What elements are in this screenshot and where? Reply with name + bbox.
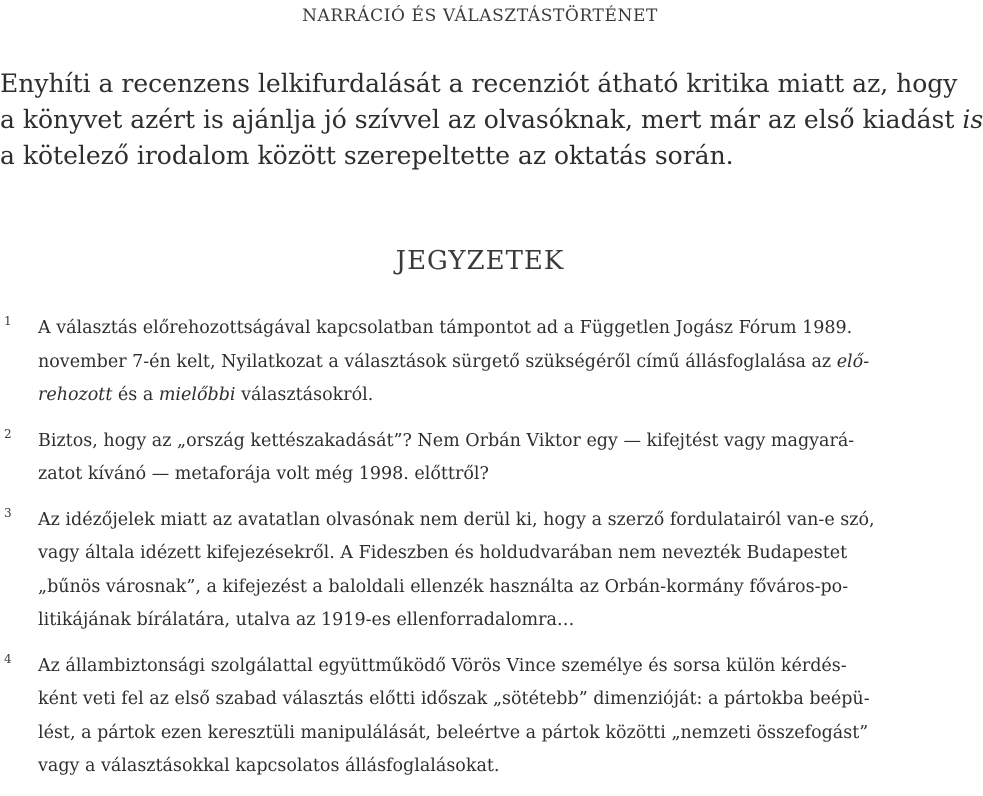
footnote-line: vagy általa idézett kifejezésekről. A Fideszben és holdudvarában nem nevezték Budapestet bbox=[38, 543, 848, 563]
italic-text: is bbox=[962, 105, 983, 134]
footnote-line: Biztos, hogy az „ország kettészakadását”? Nem Orbán Viktor egy — kifejtést vagy magyará- bbox=[38, 430, 855, 451]
footnote-line: „bűnös városnak”, a kifejezést a baloldali ellenzék használta az Orbán-kormány főváros-po- bbox=[38, 576, 849, 597]
body-line: a kötelező irodalom között szerepeltette az oktatás során. bbox=[0, 141, 734, 170]
italic-text: elő- bbox=[836, 351, 870, 372]
notes-list bbox=[0, 312, 960, 796]
footnote-number: 1 bbox=[4, 314, 12, 328]
footnote-text bbox=[38, 504, 960, 638]
footnote-line: zatot kívánó — metaforája volt még 1998. előttről? bbox=[38, 464, 489, 484]
body-line: a könyvet azért is ajánlja jó szívvel az olvasóknak, mert már az első kiadást is bbox=[0, 105, 983, 134]
footnote-line: A választás előrehozottságával kapcsolatban támpontot ad a Független Jogász Fórum 1989. bbox=[38, 318, 853, 338]
footnote-number: 3 bbox=[4, 505, 12, 520]
body-paragraph bbox=[0, 66, 983, 174]
footnote-line: litikájának bírálatára, utalva az 1919-es ellenforradalomra… bbox=[38, 610, 575, 630]
footnote-text bbox=[38, 425, 960, 492]
italic-text: rehozott bbox=[38, 385, 113, 405]
footnote-number: 2 bbox=[4, 426, 12, 441]
footnote-line: november 7-én kelt, Nyilatkozat a választások sürgető szükségéről című állásfoglalása az elő- bbox=[38, 351, 870, 372]
footnote-number: 4 bbox=[4, 651, 12, 666]
footnote-3 bbox=[0, 504, 960, 638]
footnote-text bbox=[38, 650, 960, 784]
footnote-line: lést, a pártok ezen keresztüli manipulálását, beleértve a pártok közötti „nemzeti összefogást” bbox=[38, 722, 869, 743]
footnote-2 bbox=[0, 425, 960, 492]
footnote-line: vagy a választásokkal kapcsolatos állásfoglalásokat. bbox=[38, 756, 500, 776]
notes-heading: JEGYZETEK bbox=[395, 246, 565, 276]
footnote-line: ként veti fel az első szabad választás előtti időszak „sötétebb” dimenzióját: a pártokba beépü- bbox=[38, 689, 870, 709]
body-line: Enyhíti a recenzens lelkifurdalását a recenziót átható kritika miatt az, hogy bbox=[0, 69, 958, 98]
footnote-line: Az állambiztonsági szolgálattal együttműködő Vörös Vince személye és sorsa külön kérdés- bbox=[38, 655, 847, 676]
footnote-line: Az idézőjelek miatt az avatatlan olvasónak nem derül ki, hogy a szerző fordulatairól van-e szó, bbox=[38, 509, 875, 530]
footnote-line: rehozott és a mielőbbi választásokról. bbox=[38, 385, 374, 405]
footnote-1 bbox=[0, 312, 960, 413]
footnote-4 bbox=[0, 650, 960, 784]
footnote-text bbox=[38, 312, 960, 413]
running-head: NARRÁCIÓ ÉS VÁLASZTÁSTÖRTÉNET bbox=[302, 6, 658, 26]
italic-text: mielőbbi bbox=[158, 385, 236, 405]
